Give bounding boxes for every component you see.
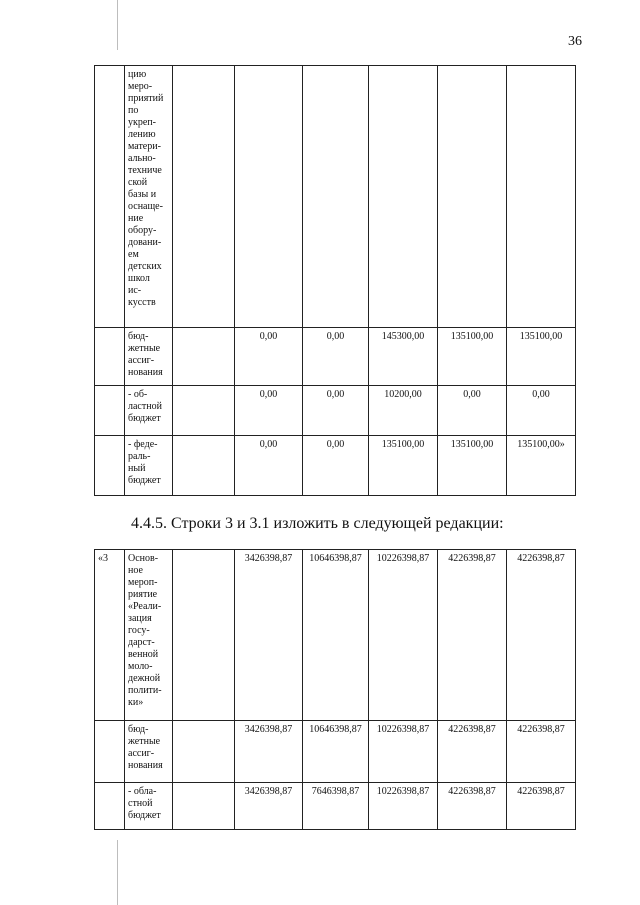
value-cell: 10200,00 [369, 386, 438, 436]
table-row [95, 550, 576, 721]
section-heading: 4.4.5. Строки 3 и 3.1 изложить в следующей редакции: [131, 515, 504, 532]
row-label: цию меро- приятий по укреп- лению матери- ально- техниче ской базы и оснаще- ние обору- довани- ем детских школ ис- кусств [125, 66, 173, 328]
row-label: - обла- стной бюджет [125, 783, 173, 830]
value-cell: 145300,00 [369, 328, 438, 386]
row-label: - феде- раль- ный бюджет [125, 436, 173, 496]
value-cell: 0,00 [235, 386, 303, 436]
value-cell: 135100,00» [507, 436, 576, 496]
value-cell: 3426398,87 [235, 783, 303, 830]
row-label: бюд- жетные ассиг- нования [125, 721, 173, 783]
row-label: Основ- ное мероп- риятие «Реали- зация госу- дарст- венной моло- дежной полити- ки» [125, 550, 173, 721]
value-cell [369, 66, 438, 328]
empty-cell [173, 436, 235, 496]
value-cell: 0,00 [303, 328, 369, 386]
number-cell [95, 66, 125, 328]
value-cell [235, 66, 303, 328]
value-cell: 135100,00 [507, 328, 576, 386]
table-row [95, 436, 576, 496]
empty-cell [173, 386, 235, 436]
empty-cell [173, 550, 235, 721]
value-cell [438, 66, 507, 328]
value-cell: 135100,00 [438, 436, 507, 496]
value-cell: 4226398,87 [438, 783, 507, 830]
empty-cell [173, 783, 235, 830]
value-cell: 10226398,87 [369, 721, 438, 783]
value-cell: 10226398,87 [369, 783, 438, 830]
value-cell: 0,00 [303, 436, 369, 496]
number-cell: «3 [95, 550, 125, 721]
table-row [95, 721, 576, 783]
value-cell: 4226398,87 [438, 721, 507, 783]
value-cell: 4226398,87 [507, 550, 576, 721]
value-cell: 0,00 [235, 328, 303, 386]
value-cell: 4226398,87 [507, 783, 576, 830]
table-row [95, 783, 576, 830]
value-cell [303, 66, 369, 328]
value-cell: 3426398,87 [235, 721, 303, 783]
value-cell: 0,00 [235, 436, 303, 496]
empty-cell [173, 721, 235, 783]
value-cell: 10646398,87 [303, 550, 369, 721]
value-cell: 7646398,87 [303, 783, 369, 830]
row-label: - об- ластной бюджет [125, 386, 173, 436]
number-cell [95, 436, 125, 496]
value-cell: 3426398,87 [235, 550, 303, 721]
value-cell [507, 66, 576, 328]
scan-margin-line-top [117, 0, 118, 50]
table-row [95, 66, 576, 328]
value-cell: 0,00 [438, 386, 507, 436]
value-cell: 10226398,87 [369, 550, 438, 721]
value-cell: 0,00 [507, 386, 576, 436]
number-cell [95, 783, 125, 830]
number-cell [95, 386, 125, 436]
value-cell: 135100,00 [438, 328, 507, 386]
empty-cell [173, 66, 235, 328]
budget-table-replacement [94, 549, 576, 830]
budget-table-continued [94, 65, 576, 496]
number-cell [95, 328, 125, 386]
scan-margin-line-bottom [117, 840, 118, 905]
value-cell: 0,00 [303, 386, 369, 436]
value-cell: 10646398,87 [303, 721, 369, 783]
page-number: 36 [568, 34, 582, 49]
empty-cell [173, 328, 235, 386]
value-cell: 135100,00 [369, 436, 438, 496]
table-row [95, 386, 576, 436]
value-cell: 4226398,87 [507, 721, 576, 783]
value-cell: 4226398,87 [438, 550, 507, 721]
number-cell [95, 721, 125, 783]
table-row [95, 328, 576, 386]
row-label: бюд- жетные ассиг- нования [125, 328, 173, 386]
